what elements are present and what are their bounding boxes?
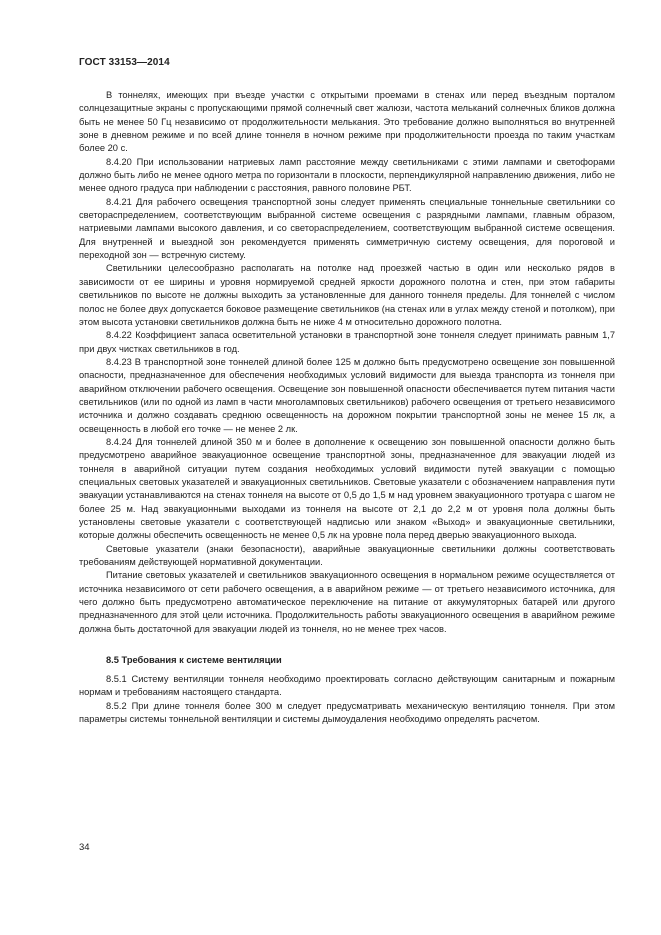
paragraph: В тоннелях, имеющих при въезде участки с открытыми проемами в стенах или перед въездным порталом солнцезащитные экраны с пропускающими прямой солнечный свет жалюзи, частота мельканий солнечных бликов должна быть не менее 50 Гц независимо от продолжительности мелькания. Это требование должно выполняться во внутренней зоне в дневном режиме и по всей длине тоннеля в ночном режиме при продолжительности проезда по таким участкам более 20 с.	[79, 90, 615, 154]
paragraph: 8.4.21 Для рабочего освещения транспортной зоны следует применять специальные тоннельные светильники со светораспределением, соответствующим выбранной системе освещения с разрядными лампами, главным образом, натриевыми лампами высокого давления, и со светораспределением, соответствующим выбранной системе освещения. Для внутренней и выездной зон рекомендуется применять симметричную систему освещения, для пороговой и переходной зон — встречную систему.	[79, 196, 615, 261]
document-header: ГОСТ 33153—2014	[79, 57, 170, 68]
paragraph: Светильники целесообразно располагать на потолке над проезжей частью в один или несколько рядов в зависимости от ее ширины и уровня нормируемой средней яркости дорожного полотна и стен, при этом габариты светильников по высоте не должны выходить за установленные для данного тоннеля пределы. Для тоннелей с числом полос не более двух допускается боковое размещение светильников (на стенах или в углах между стеной и потолком), при этом высота установки светильников должна быть не ниже 4 м относительно дорожного полотна.	[79, 263, 615, 327]
paragraph: 8.5.2 При длине тоннеля более 300 м следует предусматривать механическую вентиляцию тоннеля. При этом параметры системы тоннельной вентиляции и системы дымоудаления необходимо определять расчетом.	[79, 700, 615, 725]
paragraph: 8.5.1 Систему вентиляции тоннеля необходимо проектировать согласно действующим санитарным и пожарным нормам и требованиям настоящего стандарта.	[79, 674, 615, 698]
paragraph: Световые указатели (знаки безопасности), аварийные эвакуационные светильники должны соответствовать требованиям действующей нормативной документации.	[79, 543, 615, 568]
paragraph: 8.4.24 Для тоннелей длиной 350 м и более в дополнение к освещению зон повышенной опасности должно быть предусмотрено аварийное эвакуационное освещение транспортной зоны, предназначенное для эвакуации людей из тоннеля в аварийной ситуации путем создания необходимых условий видимости путей эвакуации с помощью специальных световых указателей и эвакуационных светильников. Световые указатели с обозначением направления пути эвакуации устанавливаются на стенах тоннеля на высоте от 0,5 до 1,5 м над уровнем эвакуационного тротуара с шагом не более 25 м. Над эвакуационными выходами из тоннеля на высоте от 2,1 до 2,2 м от уровня пола должны быть установлены световые указатели с соответствующей надписью или знаком «Выход» и эвакуационные светильники, которые должны обеспечить освещенность не менее 0,5 лк на уровне пола перед дверью эвакуационного выхода.	[79, 436, 615, 541]
paragraph: 8.4.20 При использовании натриевых ламп расстояние между светильниками с этими лампами и светофорами должно быть либо не менее одного метра по горизонтали в плоскости, перпендикулярной направлению движения, либо не менее одного градуса при наблюдении с расстояния, равного половине РБТ.	[79, 156, 615, 194]
page-number: 34	[79, 842, 90, 853]
paragraph: 8.4.22 Коэффициент запаса осветительной установки в транспортной зоне тоннеля следует принимать равным 1,7 при двух чистках светильников в год.	[79, 330, 615, 354]
section-heading: 8.5 Требования к системе вентиляции	[106, 655, 282, 666]
paragraph: Питание световых указателей и светильников эвакуационного освещения в нормальном режиме осуществляется от источника независимого от сети рабочего освещения, а в аварийном режиме — от третьего независимого источника, для чего должно быть предусмотрено автоматическое переключение на питание от аккумуляторных батарей или другого предназначенного для этой цели источника. Продолжительность работы эвакуационного освещения в аварийном режиме должна быть достаточной для эвакуации людей из тоннеля, но не менее трех часов.	[79, 570, 615, 634]
document-body	[79, 89, 615, 726]
paragraph: 8.4.23 В транспортной зоне тоннелей длиной более 125 м должно быть предусмотрено освещение зон повышенной опасности, предназначенное для обеспечения необходимых условий видимости для выезда транспорта из тоннеля при аварийном отключении рабочего освещения. Освещение зон повышенной опасности обеспечивается путем питания части светильников (или по одной из ламп в части многоламповых светильников) рабочего освещения от третьего независимого источника и должно создавать среднюю освещенность на дорожном покрытии транспортной зоны не менее 15 лк, а освещенность в любой его точке — не менее 2 лк.	[79, 356, 615, 434]
